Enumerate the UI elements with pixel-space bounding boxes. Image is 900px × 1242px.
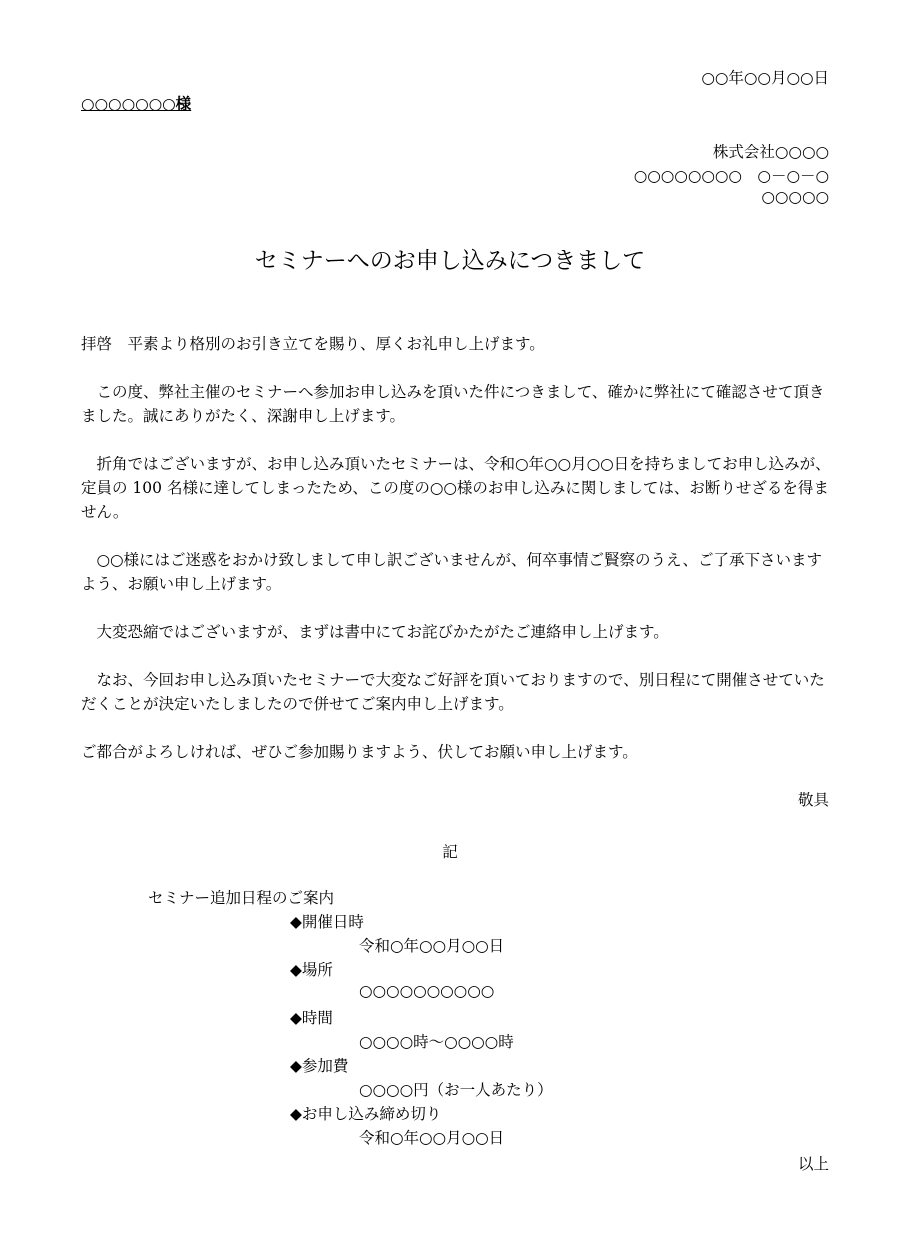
paragraph-new-schedule: なお、今回お申し込み頂いたセミナーで大変なご好評を頂いておりますので、別日程にて開催させていただくことが決定いたしましたので併せてご案内申し上げます。 — [81, 671, 825, 713]
closing-ijou: 以上 — [797, 1155, 829, 1173]
paragraph-notice: 大変恐縮ではございますが、まずは書中にてお詫びかたがたご連絡申し上げます。 — [81, 623, 669, 641]
item-value-deadline: 令和○年○○月○○日 — [359, 1129, 505, 1147]
sender-address: ○○○○○○○○ ○－○－○ — [633, 167, 829, 185]
item-label-time: ◆時間 — [290, 1009, 333, 1027]
item-label-date: ◆開催日時 — [290, 913, 364, 931]
greeting: 拝啓 平素より格別のお引き立てを賜り、厚くお礼申し上げます。 — [81, 335, 545, 353]
item-value-fee: ○○○○円（お一人あたり） — [359, 1081, 553, 1099]
paragraph-apology: ○○様にはご迷惑をおかけ致しまして申し訳ございませんが、何卒事情ご賢察のうえ、ご了承下さいますよう、お願い申し上げます。 — [81, 551, 822, 593]
item-label-place: ◆場所 — [290, 961, 333, 979]
item-label-deadline: ◆お申し込み締め切り — [290, 1105, 442, 1123]
closing-keigu: 敬具 — [797, 791, 829, 809]
letter-title: セミナーへのお申し込みにつきまして — [254, 248, 646, 274]
sender-name: ○○○○○ — [761, 188, 829, 206]
paragraph-refusal: 折角ではございますが、お申し込み頂いたセミナーは、令和○年○○月○○日を持ちましてお申し込みが、定員の 100 名様に達してしまったため、この度の○○様のお申し込みに関しましては、お断りせざるを得ません。 — [81, 455, 831, 521]
item-value-date: 令和○年○○月○○日 — [359, 937, 505, 955]
schedule-heading: セミナー追加日程のご案内 — [148, 889, 335, 907]
sender-company: 株式会社○○○○ — [712, 143, 829, 161]
paragraph-invitation: ご都合がよろしければ、ぜひご参加賜りますよう、伏してお願い申し上げます。 — [81, 743, 638, 761]
ki-marker: 記 — [442, 843, 458, 861]
letter-date: ○○年○○月○○日 — [701, 69, 829, 87]
paragraph-confirmation: この度、弊社主催のセミナーへ参加お申し込みを頂いた件につきまして、確かに弊社にて確認させて頂きました。誠にありがたく、深謝申し上げます。 — [81, 383, 825, 425]
item-label-fee: ◆参加費 — [290, 1057, 349, 1075]
recipient-name: ○○○○○○○様 — [81, 95, 192, 113]
item-value-place: ○○○○○○○○○○ — [359, 982, 495, 1000]
item-value-time: ○○○○時～○○○○時 — [359, 1033, 514, 1051]
